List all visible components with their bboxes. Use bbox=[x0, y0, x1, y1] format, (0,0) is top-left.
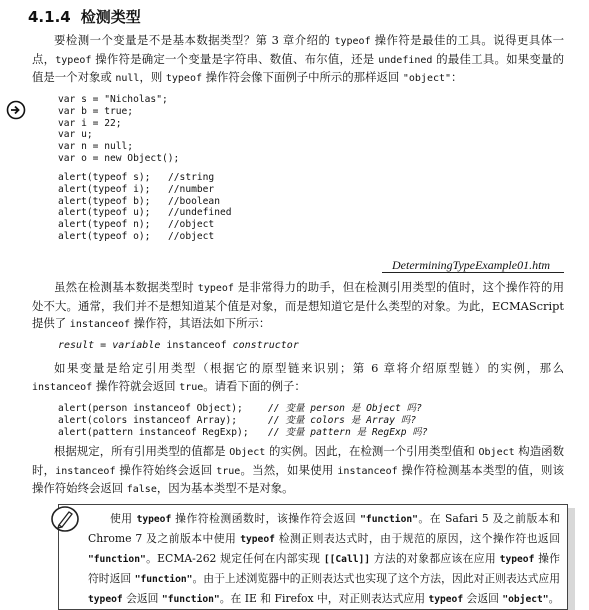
text-run: 。在 IE 和 Firefox 中，对正则表达式应用 bbox=[219, 592, 429, 605]
syntax-keyword: instanceof bbox=[160, 340, 233, 351]
inline-code: typeof bbox=[136, 514, 172, 525]
inline-code: "function" bbox=[161, 594, 220, 605]
syntax-eq: = bbox=[94, 340, 113, 351]
text-run: 操作符是最佳的工具。说得更具体一点， bbox=[32, 33, 564, 66]
text-run: 虽然在检测基本数据类型时 bbox=[54, 280, 198, 294]
text-run: ： bbox=[451, 70, 463, 84]
inline-code: null bbox=[115, 73, 140, 84]
syntax-result: result bbox=[58, 340, 95, 351]
inline-code: "object" bbox=[502, 594, 549, 605]
code-block-declarations bbox=[58, 94, 179, 165]
code-comment: //object bbox=[168, 230, 215, 242]
text-run: 使用 bbox=[110, 512, 137, 525]
code-line: var n = null; bbox=[58, 141, 134, 153]
inline-code: typeof bbox=[240, 534, 275, 545]
code-call: alert(typeof s); bbox=[58, 172, 151, 183]
paragraph-instanceof-intro bbox=[32, 279, 564, 334]
note-text bbox=[88, 509, 560, 609]
text-run: 检测正则表达式时，由于规范的原因，这个操作符也返回 bbox=[274, 532, 560, 545]
inline-code: "function" bbox=[88, 554, 146, 565]
code-line bbox=[58, 183, 215, 196]
code-line bbox=[58, 219, 215, 231]
arrow-circle-icon bbox=[6, 100, 26, 120]
inline-code: true bbox=[179, 381, 204, 393]
text-run: 方法的对象都应该在应用 bbox=[370, 552, 500, 565]
code-call: alert(typeof b); bbox=[58, 195, 151, 207]
code-line bbox=[58, 195, 220, 208]
text-run: 的实例。因此，在检测一个引用类型值和 bbox=[265, 444, 479, 458]
code-call: alert(typeof o); bbox=[58, 230, 151, 242]
code-comment: //number bbox=[168, 183, 215, 195]
text-run: 操作符是确定一个变量是字符串、数值、布尔值，还是 bbox=[91, 51, 379, 66]
inline-code: typeof bbox=[55, 54, 92, 66]
code-line: var i = 22; bbox=[58, 117, 122, 129]
inline-code: Object bbox=[478, 447, 515, 458]
inline-code: true bbox=[216, 465, 241, 477]
code-comment: //undefined bbox=[168, 207, 232, 219]
text-run: 。ECMA-262 规定任何在内部实现 bbox=[145, 552, 324, 565]
paragraph-typeof-intro bbox=[32, 32, 564, 88]
text-run: 会返回 bbox=[122, 592, 162, 605]
code-comment: //object bbox=[168, 219, 215, 231]
section-title: 检测类型 bbox=[80, 8, 141, 26]
code-line bbox=[58, 172, 215, 184]
code-line: var s = "Nicholas"; bbox=[58, 94, 168, 105]
text-run: 操作符始终会返回 bbox=[115, 462, 217, 477]
text-run: 。当然，如果使用 bbox=[240, 462, 338, 477]
code-comment: // 变量 pattern 是 RegExp 吗? bbox=[268, 426, 428, 438]
code-line bbox=[58, 403, 422, 415]
text-run: 操作符就会返回 bbox=[92, 378, 180, 393]
pen-note-icon bbox=[50, 504, 82, 534]
text-run: 操作符，其语法如下所示： bbox=[130, 316, 271, 330]
text-run: 操作符检测函数时，该操作符会返回 bbox=[171, 512, 361, 525]
example-filename: DeterminingTypeExample01.htm bbox=[392, 258, 551, 272]
text-run: 要检测一个变量是不是基本数据类型？第 3 章介绍的 bbox=[54, 33, 335, 47]
text-run: 。 bbox=[548, 592, 560, 605]
code-call: alert(colors instanceof Array); bbox=[58, 414, 238, 426]
text-run: 根据规定，所有引用类型的值都是 bbox=[54, 444, 230, 458]
text-run: 。在 Safari 5 及之前版本和 Chrome 7 及之前版本中使用 bbox=[88, 512, 560, 545]
code-call: alert(person instanceof Object); bbox=[58, 403, 243, 414]
inline-code: Object bbox=[229, 447, 266, 458]
text-run: ，则 bbox=[139, 70, 166, 84]
code-call: alert(pattern instanceof RegExp); bbox=[58, 426, 249, 438]
inline-code: instanceof bbox=[337, 465, 398, 477]
code-line bbox=[58, 207, 232, 219]
code-line: var o = new Object(); bbox=[58, 152, 180, 164]
code-block-instanceof bbox=[58, 403, 428, 438]
inline-code: typeof bbox=[499, 554, 535, 565]
text-run: 操作符时返回 bbox=[88, 552, 560, 585]
code-block-typeof bbox=[58, 172, 232, 243]
paragraph-object-rule bbox=[32, 443, 564, 499]
inline-code: typeof bbox=[88, 594, 123, 605]
text-run: 是非常得力的助手，但在检测引用类型的值时，这个操作符的用处不大。通常，我们并不是想知道某个值是对象，而是想知道它是什么类型的对象。为此，ECMAScript 提供了 bbox=[32, 280, 564, 330]
code-comment: // 变量 person 是 Object 吗? bbox=[268, 403, 422, 414]
text-run: 的最佳工具。如果变量的值是一个对象或 bbox=[32, 51, 564, 84]
inline-code: typeof bbox=[334, 36, 371, 47]
inline-code: instanceof bbox=[55, 465, 116, 477]
inline-code: [[Call]] bbox=[323, 554, 371, 565]
inline-code: instanceof bbox=[32, 381, 93, 393]
paragraph-instanceof-explain bbox=[32, 360, 564, 396]
inline-code: typeof bbox=[428, 594, 464, 605]
code-line bbox=[58, 230, 215, 243]
text-run: ，因为基本类型不是对象。 bbox=[156, 481, 294, 495]
inline-code: typeof bbox=[197, 283, 234, 294]
text-run: 。由于上述浏览器中的正则表达式也实现了这个方法，因此对正则表达式应用 bbox=[192, 572, 560, 585]
code-line bbox=[58, 426, 428, 439]
code-comment: //string bbox=[168, 172, 215, 183]
text-run: 操作符检测基本类型的值，则该操作符始终会返回 bbox=[32, 462, 565, 495]
inline-code: false bbox=[126, 484, 157, 495]
code-call: alert(typeof n); bbox=[58, 219, 151, 231]
inline-code: "function" bbox=[360, 514, 418, 525]
inline-code: typeof bbox=[165, 73, 202, 84]
syntax-line bbox=[58, 340, 299, 351]
text-run: 。请看下面的例子： bbox=[203, 378, 306, 393]
section-heading bbox=[28, 6, 141, 27]
text-run: 如果变量是给定引用类型（根据它的原型链来识别；第 6 章将介绍原型链）的实例，那么 bbox=[54, 361, 564, 375]
text-run: 操作符会像下面例子中所示的那样返回 bbox=[201, 70, 403, 84]
inline-code: undefined bbox=[378, 54, 433, 66]
syntax-variable: variable bbox=[112, 340, 161, 351]
syntax-constructor: constructor bbox=[232, 340, 299, 351]
code-line: var u; bbox=[58, 129, 93, 141]
section-number: 4.1.4 bbox=[28, 8, 71, 26]
code-line bbox=[58, 414, 417, 427]
inline-code: "function" bbox=[134, 574, 193, 585]
code-comment: // 变量 colors 是 Array 吗? bbox=[268, 414, 417, 426]
text-run: 会返回 bbox=[463, 592, 503, 605]
text-run: 构造函数时， bbox=[32, 444, 565, 477]
code-line: var b = true; bbox=[58, 105, 134, 117]
caption-rule bbox=[382, 272, 564, 273]
inline-code: instanceof bbox=[69, 319, 131, 330]
inline-code: "object" bbox=[402, 73, 452, 84]
code-call: alert(typeof u); bbox=[58, 207, 151, 219]
code-comment: //boolean bbox=[168, 195, 220, 207]
code-call: alert(typeof i); bbox=[58, 183, 151, 195]
